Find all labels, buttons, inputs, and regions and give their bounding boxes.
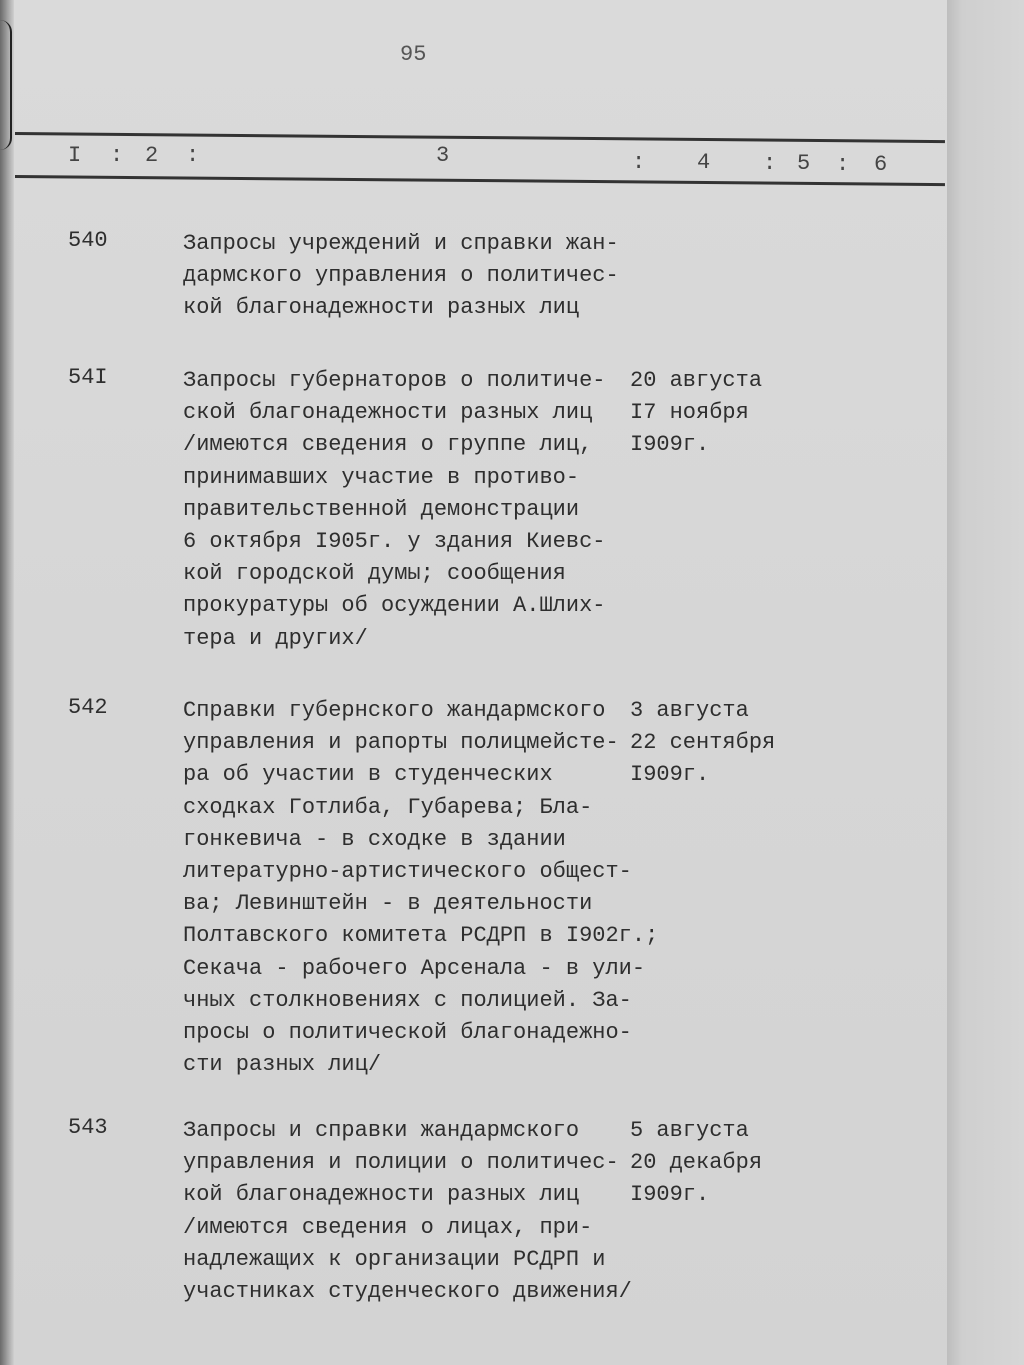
description-line: управления и полиции о политичес- xyxy=(183,1150,619,1176)
description-line: сти разных лиц/ xyxy=(183,1052,382,1078)
description-line: /имеются сведения о группе лиц, xyxy=(183,432,593,458)
date-line: 5 августа xyxy=(630,1118,749,1143)
date-line: 20 августа xyxy=(630,368,763,393)
date-line: 3 августа xyxy=(630,698,749,723)
description-line: чных столкновениях с полицией. За- xyxy=(183,987,632,1013)
column-header-1: I xyxy=(68,143,82,168)
column-header-4: 4 xyxy=(697,150,711,175)
description-line: /имеются сведения о лицах, при- xyxy=(183,1214,593,1240)
description-line: Запросы и справки жандармского xyxy=(183,1118,580,1143)
description-line: Справки губернского жандармского xyxy=(183,698,606,723)
column-header-3: 3 xyxy=(436,143,450,168)
column-separator: : xyxy=(186,143,200,168)
entry-description xyxy=(183,365,605,655)
description-line: Запросы губернаторов о политиче- xyxy=(183,368,606,393)
next-page-edge xyxy=(947,0,1024,1365)
entry-number: 542 xyxy=(68,695,108,720)
description-line: кой благонадежности разных лиц xyxy=(183,1182,580,1208)
description-line: ра об участии в студенческих xyxy=(183,762,553,788)
entry-dates xyxy=(630,695,775,792)
description-line: Запросы учреждений и справки жан- xyxy=(183,231,619,256)
entry-description xyxy=(183,695,658,1081)
description-line: ва; Левинштейн - в деятельности xyxy=(183,891,593,917)
page-number: 95 xyxy=(400,42,427,67)
date-line: 20 декабря xyxy=(630,1150,763,1176)
entry-number: 543 xyxy=(68,1115,108,1140)
entry-description xyxy=(183,228,619,325)
description-line: гонкевича - в сходке в здании xyxy=(183,826,566,852)
description-line: управления и рапорты полицмейсте- xyxy=(183,730,619,756)
entry-number: 54I xyxy=(68,365,108,390)
description-line: Секача - рабочего Арсенала - в ули- xyxy=(183,955,646,981)
column-header-5: 5 xyxy=(797,151,811,176)
entry-number: 540 xyxy=(68,228,108,253)
column-separator: : xyxy=(836,152,850,177)
column-header-2: 2 xyxy=(145,143,159,168)
description-line: литературно-артистического общест- xyxy=(183,859,632,885)
description-line: прокуратуры об осуждении А.Шлих- xyxy=(183,593,606,619)
description-line: кой благонадежности разных лиц xyxy=(183,295,580,321)
entry-dates xyxy=(630,365,762,462)
description-line: тера и других/ xyxy=(183,625,368,651)
binding-edge xyxy=(0,0,14,1365)
description-line: участниках студенческого движения/ xyxy=(183,1279,632,1305)
description-line: принимавших участие в противо- xyxy=(183,464,580,490)
description-line: 6 октября I905г. у здания Киевс- xyxy=(183,529,606,555)
description-line: ской благонадежности разных лиц xyxy=(183,400,593,426)
description-line: просы о политической благонадежно- xyxy=(183,1020,632,1046)
date-line: I7 ноября xyxy=(630,400,749,426)
column-header-6: 6 xyxy=(874,152,888,177)
description-line: кой городской думы; сообщения xyxy=(183,561,566,587)
description-line: Полтавского комитета РСДРП в I902г.; xyxy=(183,923,659,949)
description-line: надлежащих к организации РСДРП и xyxy=(183,1246,606,1272)
date-line: 22 сентября xyxy=(630,730,776,756)
description-line: дармского управления о политичес- xyxy=(183,263,619,289)
column-separator: : xyxy=(763,151,777,176)
date-line: I909г. xyxy=(630,762,710,788)
column-separator: : xyxy=(632,150,646,175)
description-line: сходках Готлиба, Губарева; Бла- xyxy=(183,794,593,820)
date-line: I909г. xyxy=(630,1182,710,1208)
column-separator: : xyxy=(110,143,124,168)
entry-description xyxy=(183,1115,632,1308)
description-line: правительственной демонстрации xyxy=(183,496,580,522)
date-line: I909г. xyxy=(630,432,710,458)
entry-dates xyxy=(630,1115,762,1212)
